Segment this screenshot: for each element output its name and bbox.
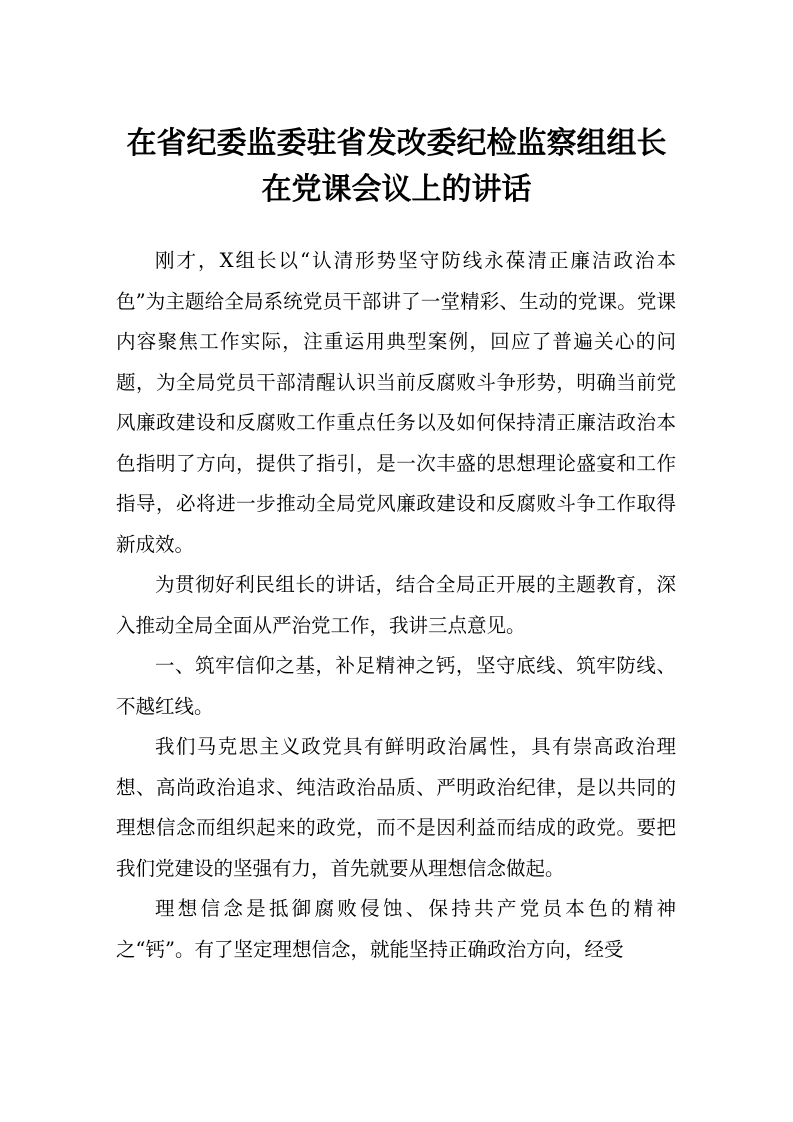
paragraph-3-section-heading: 一、筑牢信仰之基，补足精神之钙，坚守底线、筑牢防线、不越红线。 <box>116 654 676 718</box>
paragraph-2: 为贯彻好利民组长的讲话，结合全局正开展的主题教育，深入推动全局全面从严治党工作，我讲三点意见。 <box>116 573 676 637</box>
document-body <box>116 241 676 970</box>
paragraph-1: 刚才，X组长以“认清形势坚守防线永葆清正廉洁政治本色”为主题给全局系统党员干部讲了一堂精彩、生动的党课。党课内容聚焦工作实际，注重运用典型案例，回应了普遍关心的问题，为全局党员干部清醒认识当前反腐败斗争形势，明确当前党风廉政建设和反腐败工作重点任务以及如何保持清正廉洁政治本色指明了方向，提供了指引，是一次丰盛的思想理论盛宴和工作指导，必将进一步推动全局党风廉政建设和反腐败斗争工作取得新成效。 <box>116 249 676 556</box>
paragraph-4: 我们马克思主义政党具有鲜明政治属性，具有崇高政治理想、高尚政治追求、纯洁政治品质、严明政治纪律，是以共同的理想信念而组织起来的政党，而不是因利益而结成的政党。要把我们党建设的坚强有力，首先就要从理想信念做起。 <box>116 735 676 880</box>
document-title-line-2: 在党课会议上的讲话 <box>261 172 532 207</box>
document-title-line-1: 在省纪委监委驻省发改委纪检监察组组长 <box>126 126 667 161</box>
paragraph-5: 理想信念是抵御腐败侵蚀、保持共产党员本色的精神之“钙”。有了坚定理想信念，就能坚持正确政治方向，经受 <box>116 897 676 961</box>
